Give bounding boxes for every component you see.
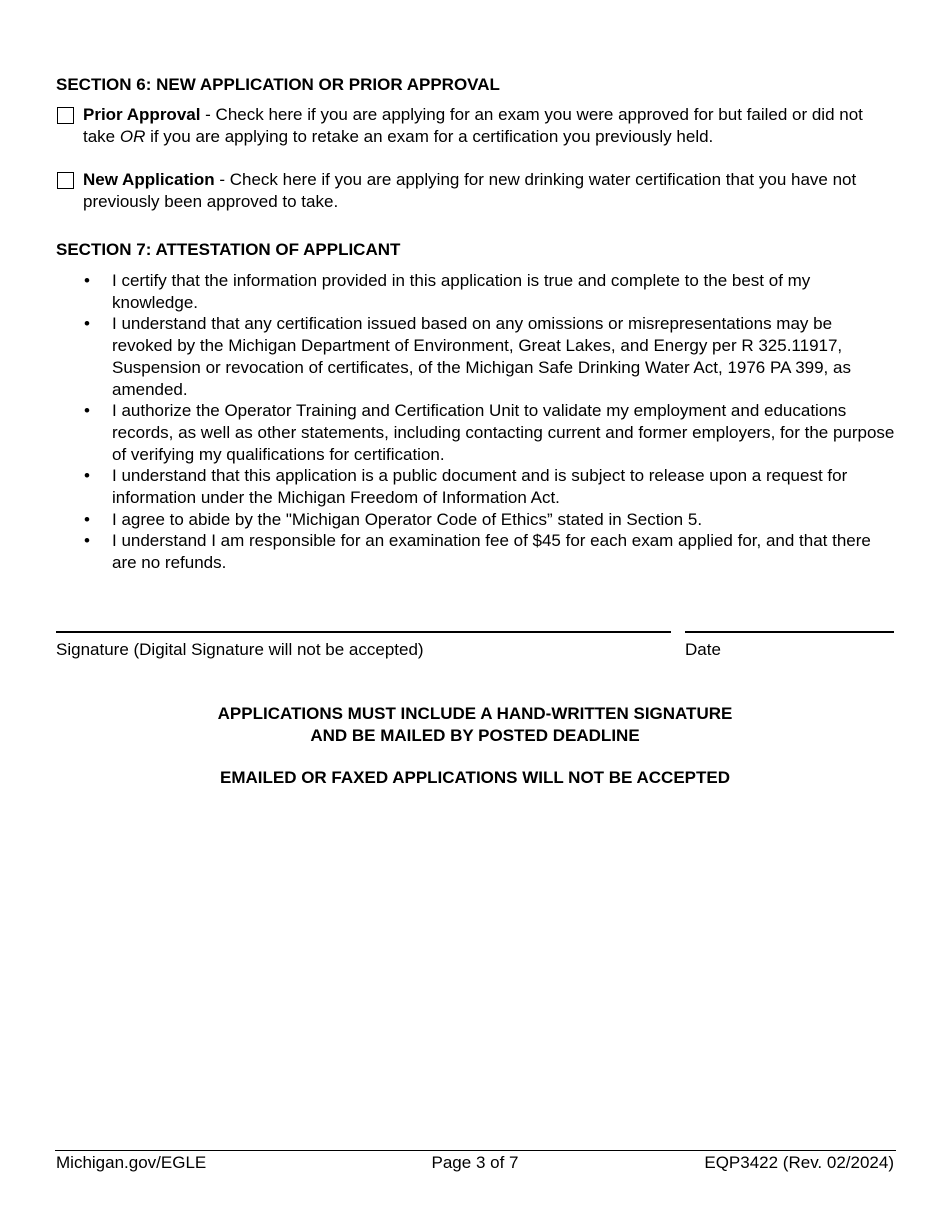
attestation-item: • I understand that this application is a public document and is subject to release upon a request for information under the Michigan Freedom of Information Act. [56,465,896,508]
notice-signature-line2: AND BE MAILED BY POSTED DEADLINE [310,726,640,745]
attestation-item: • I certify that the information provided in this application is true and complete to the best of my knowledge. [56,270,896,313]
footer-website: Michigan.gov/EGLE [56,1153,207,1172]
footer-form-id: EQP3422 (Rev. 02/2024) [704,1153,894,1172]
attestation-item: • I agree to abide by the "Michigan Operator Code of Ethics” stated in Section 5. [56,509,896,531]
notice-signature-line1: APPLICATIONS MUST INCLUDE A HAND-WRITTEN SIGNATURE [217,704,733,723]
prior-approval-option [56,104,896,148]
section-7-title: SECTION 7: ATTESTATION OF APPLICANT [56,240,401,259]
prior-approval-label: Prior Approval [83,105,201,124]
footer-divider [55,1150,896,1151]
footer-page-number: Page 3 of 7 [431,1153,519,1172]
new-application-text [83,169,896,213]
signature-line[interactable] [56,631,671,633]
notice-email-fax: EMAILED OR FAXED APPLICATIONS WILL NOT BE ACCEPTED [219,768,731,787]
attestation-list [56,270,896,574]
prior-approval-desc-a: - Check here if you are applying for an exam you were approved for but failed or did not take [83,105,863,146]
prior-approval-desc-b: if you are applying to retake an exam for a certification you previously held. [145,127,714,146]
signature-label: Signature (Digital Signature will not be accepted) [56,640,424,659]
new-application-checkbox[interactable] [57,172,74,189]
new-application-option [56,169,896,213]
new-application-label: New Application [83,170,215,189]
prior-approval-or: OR [119,127,146,146]
new-application-desc: - Check here if you are applying for new drinking water certification that you have not previously been approved to take. [83,170,857,211]
attestation-item: • I understand that any certification issued based on any omissions or misrepresentations may be revoked by the Michigan Department of Environment, Great Lakes, and Energy per R 325.11917, Suspension or revocation of certificates, of the Michigan Safe Drinking Water Act, 1976 PA 399, as amended. [56,313,896,400]
prior-approval-text [83,104,896,148]
date-label: Date [685,640,721,659]
prior-approval-checkbox[interactable] [57,107,74,124]
date-line[interactable] [685,631,894,633]
attestation-item: • I authorize the Operator Training and Certification Unit to validate my employment and educations records, as well as other statements, including contacting current and former employers, for the purpose of verifying my qualifications for certification. [56,400,896,465]
section-6-title: SECTION 6: NEW APPLICATION OR PRIOR APPROVAL [56,75,500,94]
attestation-item: • I understand I am responsible for an examination fee of $45 for each exam applied for, and that there are no refunds. [56,530,896,573]
